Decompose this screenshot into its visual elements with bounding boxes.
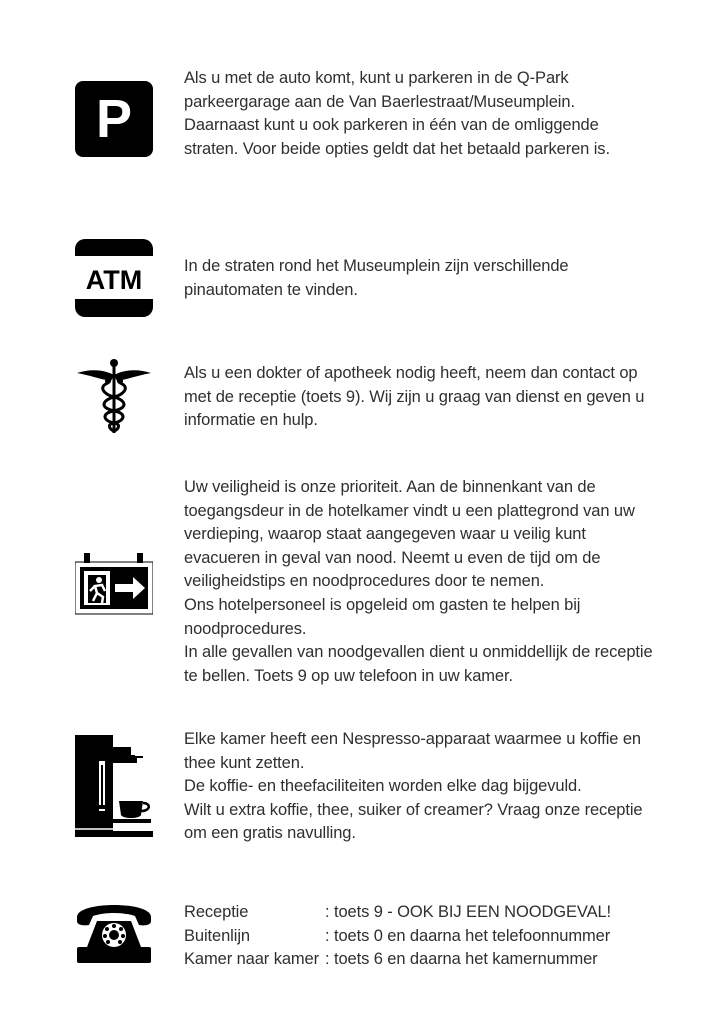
phone-row xyxy=(184,925,611,949)
phone-row-value: : toets 6 en daarna het kamernummer xyxy=(325,950,598,969)
parking-icon xyxy=(75,81,153,157)
coffee-text xyxy=(184,728,654,846)
coffee-machine-icon xyxy=(75,735,153,837)
caduceus-icon xyxy=(75,357,153,435)
phone-row-label: Kamer naar kamer xyxy=(184,950,320,969)
safety-paragraph-2: Ons hotelpersoneel is opgeleid om gasten te helpen bij noodprocedures. xyxy=(184,595,581,638)
parking-paragraph: Als u met de auto komt, kunt u parkeren in de Q-Park parkeergarage aan de Van Baerlestraat/Museumplein. Daarnaast kunt u ook parkeren in één van de omliggende straten. Voor beide opties geldt dat het betaald parkeren is. xyxy=(184,69,610,158)
phone-row-value: : toets 9 - OOK BIJ EEN NOODGEVAL! xyxy=(325,903,612,921)
coffee-paragraph-1: Elke kamer heeft een Nespresso-apparaat waarmee u koffie en thee kunt zetten. xyxy=(184,730,641,772)
phone-row-label: Receptie xyxy=(184,903,249,921)
atm-paragraph: In de straten rond het Museumplein zijn verschillende pinautomaten te vinden. xyxy=(184,257,569,299)
atm-icon xyxy=(75,239,153,317)
phone-extensions-table xyxy=(184,901,611,972)
parking-letter: P xyxy=(95,89,133,149)
emergency-exit-icon xyxy=(75,553,153,615)
safety-text xyxy=(184,476,654,688)
phone-row-value: : toets 0 en daarna het telefoonnummer xyxy=(325,926,611,945)
doctor-text xyxy=(184,362,654,433)
safety-paragraph-3: In alle gevallen van noodgevallen dient u onmiddellijk de receptie te bellen. Toets 9 op uw telefoon in uw kamer. xyxy=(184,643,653,685)
coffee-paragraph-2: De koffie- en theefaciliteiten worden elke dag bijgevuld. xyxy=(184,777,582,796)
phone-row xyxy=(184,948,611,972)
coffee-paragraph-3: Wilt u extra koffie, thee, suiker of creamer? Vraag onze receptie om een gratis navulling. xyxy=(184,800,643,843)
doctor-paragraph: Als u een dokter of apotheek nodig heeft, neem dan contact op met de receptie (toets 9). Wij zijn u graag van dienst en geven u informatie en hulp. xyxy=(184,364,645,430)
atm-label: ATM xyxy=(85,265,143,295)
phone-text xyxy=(184,901,654,972)
telephone-icon xyxy=(75,899,153,965)
parking-text xyxy=(184,67,654,161)
safety-paragraph-1: Uw veiligheid is onze prioriteit. Aan de binnenkant van de toegangsdeur in de hotelkamer vindt u een plattegrond van uw verdieping, waarop staat aangegeven waar u veilig kunt evacueren in geval van nood. Neemt u even de tijd om de veiligheidstips en noodprocedures door te nemen. xyxy=(184,478,635,591)
phone-row-label: Buitenlijn xyxy=(184,926,250,945)
atm-text xyxy=(184,255,654,302)
phone-row xyxy=(184,901,611,925)
